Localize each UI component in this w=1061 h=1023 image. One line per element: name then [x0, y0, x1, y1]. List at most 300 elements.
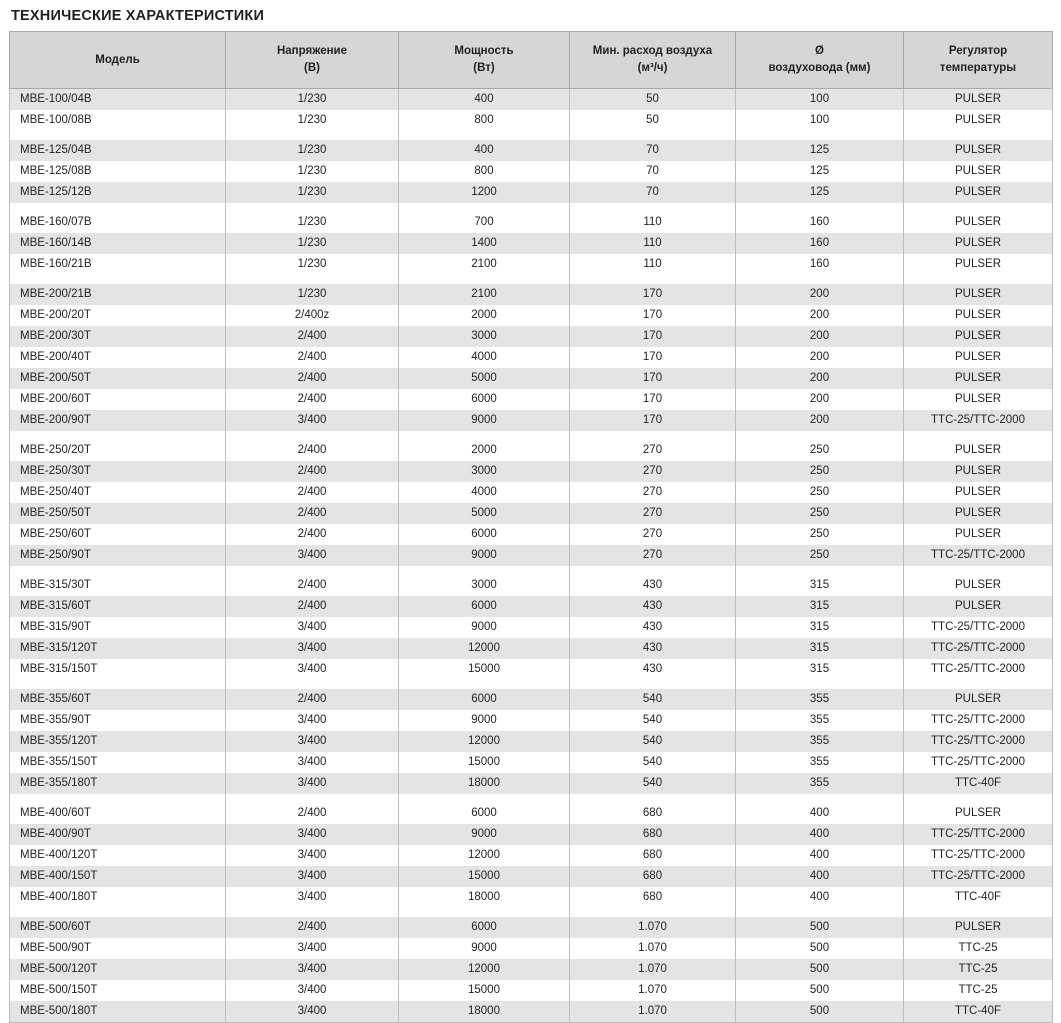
table-group-separator-cell	[226, 908, 399, 917]
table-row	[10, 575, 1053, 596]
table-group-separator-cell	[904, 131, 1053, 140]
cell-model: MBE-200/50T	[10, 368, 226, 389]
cell-temperature-controller: PULSER	[904, 482, 1053, 503]
cell-model: MBE-250/50T	[10, 503, 226, 524]
column-header-model-line1: Модель	[95, 53, 140, 66]
cell-voltage: 2/400	[226, 524, 399, 545]
cell-duct-diameter: 125	[736, 182, 904, 203]
cell-model: MBE-500/150T	[10, 980, 226, 1001]
page-title: ТЕХНИЧЕСКИЕ ХАРАКТЕРИСТИКИ	[11, 8, 265, 24]
table-group-separator-cell	[399, 275, 570, 284]
table-group-separator-cell	[226, 275, 399, 284]
cell-model: MBE-200/20T	[10, 305, 226, 326]
cell-temperature-controller: TTC-25/TTC-2000	[904, 659, 1053, 680]
cell-model: MBE-250/20T	[10, 440, 226, 461]
cell-temperature-controller: PULSER	[904, 803, 1053, 824]
cell-model: MBE-355/150T	[10, 752, 226, 773]
cell-temperature-controller: PULSER	[904, 182, 1053, 203]
cell-min-airflow: 1.070	[570, 959, 736, 980]
cell-duct-diameter: 200	[736, 410, 904, 431]
cell-min-airflow: 1.070	[570, 1001, 736, 1023]
cell-model: MBE-500/60T	[10, 917, 226, 938]
cell-voltage: 2/400	[226, 368, 399, 389]
table-group-separator-cell	[226, 131, 399, 140]
table-group-separator-cell	[736, 431, 904, 440]
cell-voltage: 2/400	[226, 389, 399, 410]
cell-duct-diameter: 355	[736, 689, 904, 710]
cell-voltage: 3/400	[226, 638, 399, 659]
cell-model: MBE-400/120T	[10, 845, 226, 866]
cell-temperature-controller: TTC-25/TTC-2000	[904, 638, 1053, 659]
cell-model: MBE-160/21B	[10, 254, 226, 275]
cell-model: MBE-315/120T	[10, 638, 226, 659]
cell-temperature-controller: TTC-25/TTC-2000	[904, 617, 1053, 638]
cell-min-airflow: 70	[570, 161, 736, 182]
cell-voltage: 3/400	[226, 845, 399, 866]
cell-min-airflow: 170	[570, 305, 736, 326]
cell-temperature-controller: TTC-25/TTC-2000	[904, 545, 1053, 566]
cell-power: 5000	[399, 368, 570, 389]
cell-voltage: 1/230	[226, 140, 399, 161]
cell-duct-diameter: 160	[736, 212, 904, 233]
cell-voltage: 2/400	[226, 917, 399, 938]
cell-min-airflow: 270	[570, 524, 736, 545]
cell-min-airflow: 540	[570, 773, 736, 794]
cell-duct-diameter: 500	[736, 917, 904, 938]
table-row	[10, 659, 1053, 680]
cell-voltage: 1/230	[226, 254, 399, 275]
cell-power: 4000	[399, 482, 570, 503]
cell-model: MBE-200/60T	[10, 389, 226, 410]
table-group-separator-cell	[736, 794, 904, 803]
table-row	[10, 233, 1053, 254]
cell-power: 15000	[399, 866, 570, 887]
cell-duct-diameter: 160	[736, 254, 904, 275]
cell-model: MBE-200/21B	[10, 284, 226, 305]
table-group-separator-cell	[399, 794, 570, 803]
cell-model: MBE-125/08B	[10, 161, 226, 182]
cell-voltage: 3/400	[226, 731, 399, 752]
cell-voltage: 3/400	[226, 410, 399, 431]
table-group-separator-cell	[10, 908, 226, 917]
column-header-min-airflow-line1: Мин. расход воздуха	[592, 45, 713, 58]
cell-duct-diameter: 315	[736, 596, 904, 617]
table-row	[10, 161, 1053, 182]
cell-model: MBE-315/30T	[10, 575, 226, 596]
table-group-separator-cell	[226, 431, 399, 440]
cell-temperature-controller: PULSER	[904, 326, 1053, 347]
cell-model: MBE-400/150T	[10, 866, 226, 887]
cell-model: MBE-200/40T	[10, 347, 226, 368]
cell-model: MBE-250/30T	[10, 461, 226, 482]
cell-duct-diameter: 355	[736, 731, 904, 752]
cell-power: 3000	[399, 326, 570, 347]
cell-power: 18000	[399, 1001, 570, 1023]
cell-voltage: 3/400	[226, 710, 399, 731]
cell-duct-diameter: 200	[736, 326, 904, 347]
table-group-separator-cell	[399, 203, 570, 212]
cell-min-airflow: 170	[570, 410, 736, 431]
cell-voltage: 1/230	[226, 182, 399, 203]
column-header-duct-diameter-line1: Ø	[815, 45, 824, 58]
cell-duct-diameter: 315	[736, 575, 904, 596]
cell-voltage: 3/400	[226, 1001, 399, 1023]
cell-voltage: 3/400	[226, 866, 399, 887]
table-group-separator-cell	[904, 680, 1053, 689]
table-group-separator	[10, 275, 1053, 284]
cell-power: 6000	[399, 917, 570, 938]
table-group-separator-cell	[904, 275, 1053, 284]
cell-temperature-controller: PULSER	[904, 575, 1053, 596]
cell-voltage: 2/400z	[226, 305, 399, 326]
table-group-separator	[10, 203, 1053, 212]
cell-temperature-controller: PULSER	[904, 305, 1053, 326]
table-row	[10, 524, 1053, 545]
cell-min-airflow: 270	[570, 440, 736, 461]
table-body	[10, 89, 1053, 1023]
cell-voltage: 2/400	[226, 503, 399, 524]
cell-min-airflow: 50	[570, 110, 736, 131]
cell-duct-diameter: 500	[736, 980, 904, 1001]
cell-model: MBE-355/60T	[10, 689, 226, 710]
cell-model: MBE-250/40T	[10, 482, 226, 503]
table-group-separator	[10, 794, 1053, 803]
cell-temperature-controller: PULSER	[904, 503, 1053, 524]
table-group-separator-cell	[226, 680, 399, 689]
cell-temperature-controller: TTC-25/TTC-2000	[904, 410, 1053, 431]
cell-model: MBE-250/60T	[10, 524, 226, 545]
cell-power: 800	[399, 110, 570, 131]
table-group-separator-cell	[399, 908, 570, 917]
cell-temperature-controller: TTC-25/TTC-2000	[904, 866, 1053, 887]
cell-duct-diameter: 160	[736, 233, 904, 254]
table-row	[10, 389, 1053, 410]
cell-duct-diameter: 200	[736, 368, 904, 389]
cell-power: 15000	[399, 980, 570, 1001]
cell-power: 1400	[399, 233, 570, 254]
cell-duct-diameter: 250	[736, 461, 904, 482]
cell-power: 2100	[399, 284, 570, 305]
column-header-temperature-controller	[904, 32, 1053, 89]
cell-model: MBE-125/04B	[10, 140, 226, 161]
cell-model: MBE-400/60T	[10, 803, 226, 824]
cell-duct-diameter: 500	[736, 959, 904, 980]
cell-min-airflow: 1.070	[570, 917, 736, 938]
cell-temperature-controller: PULSER	[904, 347, 1053, 368]
cell-min-airflow: 270	[570, 482, 736, 503]
cell-voltage: 3/400	[226, 959, 399, 980]
column-header-min-airflow-unit: (м³/ч)	[637, 62, 668, 74]
cell-voltage: 1/230	[226, 89, 399, 111]
cell-power: 4000	[399, 347, 570, 368]
cell-voltage: 2/400	[226, 482, 399, 503]
table-row	[10, 866, 1053, 887]
cell-temperature-controller: TTC-25	[904, 938, 1053, 959]
cell-min-airflow: 1.070	[570, 980, 736, 1001]
cell-model: MBE-200/90T	[10, 410, 226, 431]
table-group-separator-cell	[226, 203, 399, 212]
cell-min-airflow: 540	[570, 710, 736, 731]
table-row	[10, 917, 1053, 938]
cell-voltage: 3/400	[226, 773, 399, 794]
table-row	[10, 503, 1053, 524]
cell-temperature-controller: TTC-25/TTC-2000	[904, 731, 1053, 752]
table-group-separator	[10, 908, 1053, 917]
table-group-separator-cell	[10, 131, 226, 140]
cell-min-airflow: 70	[570, 140, 736, 161]
cell-power: 9000	[399, 410, 570, 431]
table-row	[10, 284, 1053, 305]
table-group-separator-cell	[10, 431, 226, 440]
cell-duct-diameter: 400	[736, 824, 904, 845]
table-group-separator-cell	[736, 908, 904, 917]
cell-model: MBE-250/90T	[10, 545, 226, 566]
cell-model: MBE-400/90T	[10, 824, 226, 845]
cell-power: 5000	[399, 503, 570, 524]
table-group-separator-cell	[904, 908, 1053, 917]
table-group-separator-cell	[570, 431, 736, 440]
table-row	[10, 752, 1053, 773]
table-row	[10, 89, 1053, 111]
table-group-separator-cell	[904, 431, 1053, 440]
table-group-separator-cell	[399, 566, 570, 575]
table-group-separator-cell	[904, 566, 1053, 575]
cell-temperature-controller: PULSER	[904, 110, 1053, 131]
cell-duct-diameter: 200	[736, 284, 904, 305]
cell-min-airflow: 680	[570, 866, 736, 887]
column-header-power	[399, 32, 570, 89]
column-header-temperature-controller-line1: Регулятор	[948, 45, 1008, 58]
cell-power: 15000	[399, 659, 570, 680]
table-group-separator-cell	[904, 794, 1053, 803]
table-group-separator-cell	[399, 131, 570, 140]
cell-duct-diameter: 400	[736, 887, 904, 908]
cell-temperature-controller: PULSER	[904, 389, 1053, 410]
table-row	[10, 731, 1053, 752]
cell-temperature-controller: TTC-40F	[904, 887, 1053, 908]
cell-model: MBE-100/04B	[10, 89, 226, 111]
cell-model: MBE-125/12B	[10, 182, 226, 203]
column-header-temperature-controller-line2: температуры	[939, 62, 1017, 74]
table-group-separator-cell	[10, 566, 226, 575]
cell-power: 12000	[399, 845, 570, 866]
cell-temperature-controller: PULSER	[904, 284, 1053, 305]
table-header	[10, 32, 1053, 89]
cell-voltage: 2/400	[226, 803, 399, 824]
cell-duct-diameter: 250	[736, 503, 904, 524]
cell-duct-diameter: 200	[736, 347, 904, 368]
table-group-separator-cell	[736, 131, 904, 140]
cell-voltage: 1/230	[226, 233, 399, 254]
cell-min-airflow: 110	[570, 233, 736, 254]
cell-duct-diameter: 315	[736, 659, 904, 680]
cell-duct-diameter: 125	[736, 161, 904, 182]
cell-power: 2000	[399, 440, 570, 461]
table-header-row	[10, 32, 1053, 89]
cell-duct-diameter: 500	[736, 1001, 904, 1023]
cell-min-airflow: 680	[570, 803, 736, 824]
cell-temperature-controller: PULSER	[904, 233, 1053, 254]
table-row	[10, 140, 1053, 161]
cell-power: 9000	[399, 938, 570, 959]
cell-model: MBE-200/30T	[10, 326, 226, 347]
cell-min-airflow: 170	[570, 347, 736, 368]
cell-min-airflow: 170	[570, 326, 736, 347]
cell-duct-diameter: 400	[736, 845, 904, 866]
table-group-separator	[10, 131, 1053, 140]
cell-power: 800	[399, 161, 570, 182]
table-row	[10, 410, 1053, 431]
cell-duct-diameter: 315	[736, 638, 904, 659]
cell-temperature-controller: TTC-25/TTC-2000	[904, 845, 1053, 866]
cell-voltage: 3/400	[226, 980, 399, 1001]
table-row	[10, 545, 1053, 566]
cell-power: 6000	[399, 389, 570, 410]
cell-power: 12000	[399, 731, 570, 752]
cell-model: MBE-160/14B	[10, 233, 226, 254]
cell-voltage: 2/400	[226, 347, 399, 368]
cell-voltage: 3/400	[226, 752, 399, 773]
cell-power: 3000	[399, 461, 570, 482]
table-group-separator-cell	[570, 794, 736, 803]
cell-voltage: 2/400	[226, 461, 399, 482]
column-header-voltage-line1: Напряжение	[276, 45, 348, 58]
cell-temperature-controller: PULSER	[904, 689, 1053, 710]
cell-min-airflow: 270	[570, 503, 736, 524]
cell-power: 12000	[399, 638, 570, 659]
cell-voltage: 3/400	[226, 545, 399, 566]
cell-temperature-controller: PULSER	[904, 917, 1053, 938]
cell-duct-diameter: 400	[736, 803, 904, 824]
cell-power: 400	[399, 89, 570, 111]
cell-min-airflow: 430	[570, 659, 736, 680]
cell-power: 18000	[399, 887, 570, 908]
cell-duct-diameter: 125	[736, 140, 904, 161]
cell-duct-diameter: 250	[736, 524, 904, 545]
cell-power: 700	[399, 212, 570, 233]
table-group-separator-cell	[226, 794, 399, 803]
cell-duct-diameter: 400	[736, 866, 904, 887]
cell-temperature-controller: TTC-25/TTC-2000	[904, 824, 1053, 845]
cell-power: 6000	[399, 689, 570, 710]
cell-duct-diameter: 250	[736, 482, 904, 503]
column-header-voltage-unit: (В)	[304, 62, 320, 74]
column-header-power-unit: (Вт)	[473, 62, 495, 74]
cell-min-airflow: 430	[570, 596, 736, 617]
table-row	[10, 461, 1053, 482]
table-row	[10, 212, 1053, 233]
cell-power: 12000	[399, 959, 570, 980]
cell-voltage: 2/400	[226, 596, 399, 617]
cell-voltage: 2/400	[226, 575, 399, 596]
cell-temperature-controller: PULSER	[904, 254, 1053, 275]
table-group-separator	[10, 566, 1053, 575]
cell-model: MBE-315/150T	[10, 659, 226, 680]
cell-voltage: 3/400	[226, 824, 399, 845]
cell-duct-diameter: 355	[736, 773, 904, 794]
cell-temperature-controller: PULSER	[904, 161, 1053, 182]
cell-temperature-controller: TTC-25/TTC-2000	[904, 710, 1053, 731]
table-row	[10, 689, 1053, 710]
cell-model: MBE-400/180T	[10, 887, 226, 908]
cell-voltage: 1/230	[226, 110, 399, 131]
cell-min-airflow: 170	[570, 284, 736, 305]
cell-power: 6000	[399, 803, 570, 824]
table-row	[10, 773, 1053, 794]
cell-model: MBE-355/180T	[10, 773, 226, 794]
cell-min-airflow: 170	[570, 389, 736, 410]
table-row	[10, 326, 1053, 347]
cell-model: MBE-315/90T	[10, 617, 226, 638]
cell-min-airflow: 270	[570, 545, 736, 566]
cell-model: MBE-500/90T	[10, 938, 226, 959]
cell-duct-diameter: 100	[736, 89, 904, 111]
cell-duct-diameter: 355	[736, 710, 904, 731]
table-group-separator-cell	[570, 131, 736, 140]
cell-min-airflow: 110	[570, 254, 736, 275]
cell-temperature-controller: PULSER	[904, 461, 1053, 482]
cell-temperature-controller: PULSER	[904, 524, 1053, 545]
cell-duct-diameter: 355	[736, 752, 904, 773]
cell-voltage: 2/400	[226, 689, 399, 710]
cell-voltage: 3/400	[226, 617, 399, 638]
cell-model: MBE-315/60T	[10, 596, 226, 617]
table-group-separator-cell	[570, 275, 736, 284]
table-group-separator-cell	[736, 203, 904, 212]
cell-power: 400	[399, 140, 570, 161]
table-row	[10, 482, 1053, 503]
column-header-power-line1: Мощность	[454, 45, 514, 58]
cell-duct-diameter: 250	[736, 440, 904, 461]
cell-temperature-controller: TTC-25	[904, 980, 1053, 1001]
cell-temperature-controller: TTC-25	[904, 959, 1053, 980]
cell-power: 3000	[399, 575, 570, 596]
cell-temperature-controller: TTC-40F	[904, 1001, 1053, 1023]
table-row	[10, 305, 1053, 326]
cell-min-airflow: 680	[570, 845, 736, 866]
table-group-separator-cell	[736, 275, 904, 284]
table-group-separator-cell	[570, 908, 736, 917]
table-row	[10, 887, 1053, 908]
cell-min-airflow: 430	[570, 638, 736, 659]
table-row	[10, 440, 1053, 461]
cell-min-airflow: 540	[570, 752, 736, 773]
table-row	[10, 1001, 1053, 1023]
cell-temperature-controller: TTC-40F	[904, 773, 1053, 794]
cell-min-airflow: 430	[570, 575, 736, 596]
cell-power: 9000	[399, 824, 570, 845]
cell-power: 18000	[399, 773, 570, 794]
table-group-separator-cell	[10, 203, 226, 212]
table-row	[10, 980, 1053, 1001]
cell-power: 6000	[399, 596, 570, 617]
cell-voltage: 2/400	[226, 440, 399, 461]
table-group-separator-cell	[10, 794, 226, 803]
cell-min-airflow: 50	[570, 89, 736, 111]
cell-temperature-controller: PULSER	[904, 368, 1053, 389]
cell-power: 9000	[399, 545, 570, 566]
table-row	[10, 938, 1053, 959]
cell-model: MBE-355/90T	[10, 710, 226, 731]
column-header-model	[10, 32, 226, 89]
table-row	[10, 110, 1053, 131]
table-row	[10, 368, 1053, 389]
table-group-separator-cell	[570, 566, 736, 575]
cell-temperature-controller: PULSER	[904, 440, 1053, 461]
cell-min-airflow: 110	[570, 212, 736, 233]
cell-power: 15000	[399, 752, 570, 773]
technical-specifications-table	[9, 31, 1053, 1023]
